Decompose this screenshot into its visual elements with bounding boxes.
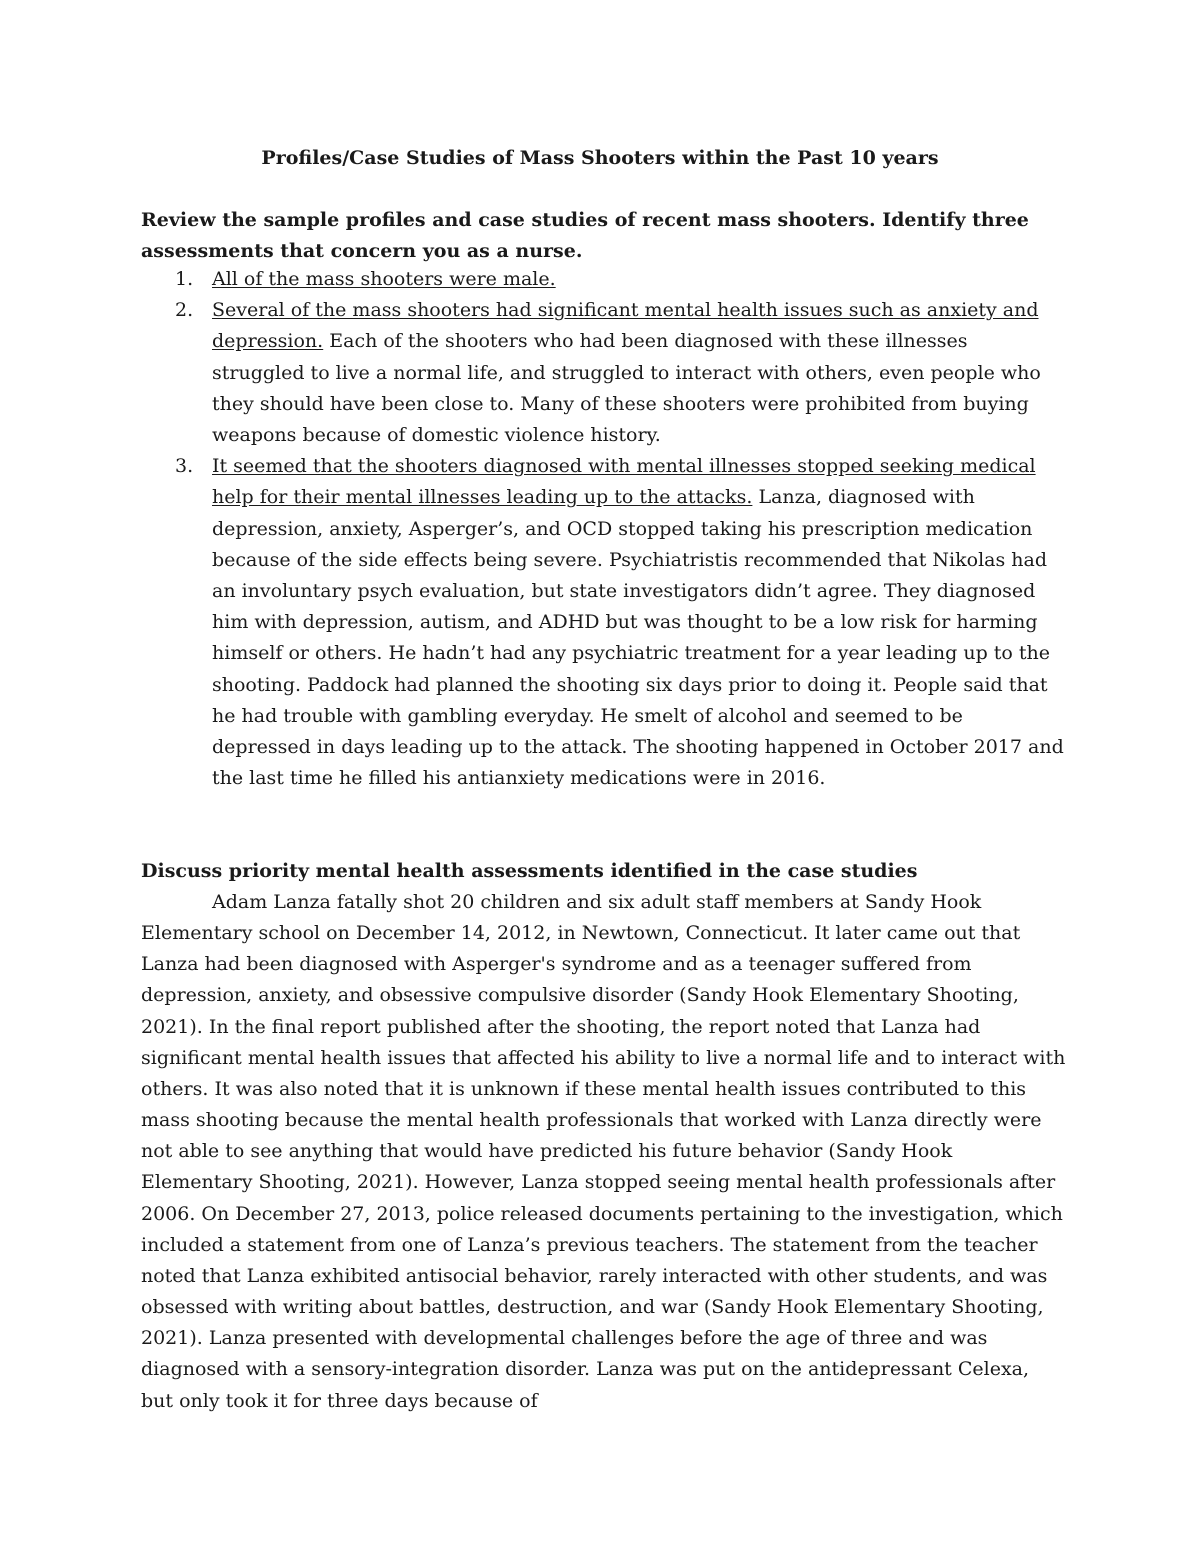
assessment-underlined-text: It seemed that the shooters diagnosed with mental illnesses stopped seeking medical help for their mental illnesses leading up to the attacks. bbox=[212, 455, 1036, 509]
section-body-paragraph: Adam Lanza fatally shot 20 children and six adult staff members at Sandy Hook Elementary school on December 14, 2012, in Newtown, Connecticut. It later came out that Lanza had been diagnosed with Asperger's syndrome and as a teenager suffered from depression, anxiety, and obsessive compulsive disorder (Sandy Hook Elementary Shooting, 2021). In the final report published after the shooting, the report noted that Lanza had significant mental health issues that affected his ability to live a normal life and to interact with others. It was also noted that it is unknown if these mental health issues contributed to this mass shooting because the mental health professionals that worked with Lanza directly were not able to see anything that would have predicted his future behavior (Sandy Hook Elementary Shooting, 2021). However, Lanza stopped seeing mental health professionals after 2006. On December 27, 2013, police released documents pertaining to the investigation, which included a statement from one of Lanza’s previous teachers. The statement from the teacher noted that Lanza exhibited antisocial behavior, rarely interacted with other students, and was obsessed with writing about battles, destruction, and war (Sandy Hook Elementary Shooting, 2021). Lanza presented with developmental challenges before the age of three and was diagnosed with a sensory-integration disorder. Lanza was put on the antidepressant Celexa, but only took it for three days because of bbox=[141, 891, 1066, 1412]
section-heading: Discuss priority mental health assessments identified in the case studies bbox=[141, 860, 918, 882]
assignment-prompt: Review the sample profiles and case studies of recent mass shooters. Identify three assessments that concern you as a nurse. bbox=[141, 209, 1029, 262]
list-number: 1. bbox=[175, 268, 194, 290]
list-item bbox=[141, 451, 1066, 794]
assessment-underlined-text: All of the mass shooters were male. bbox=[212, 268, 556, 290]
list-number: 3. bbox=[175, 455, 194, 478]
document-title: Profiles/Case Studies of Mass Shooters within the Past 10 years bbox=[261, 147, 939, 169]
list-number: 2. bbox=[175, 299, 194, 322]
list-item bbox=[141, 295, 1066, 451]
assessment-list bbox=[141, 264, 1066, 794]
assessment-text: Lanza, diagnosed with depression, anxiety, Asperger’s, and OCD stopped taking his prescription medication because of the side effects being severe. Psychiatristis recommended that Nikolas had an involuntary psych evaluation, but state investigators didn’t agree. They diagnosed him with depression, autism, and ADHD but was thought to be a low risk for harming himself or others. He hadn’t had any psychiatric treatment for a year leading up to the shooting. Paddock had planned the shooting six days prior to doing it. People said that he had trouble with gambling everyday. He smelt of alcohol and seemed to be depressed in days leading up to the attack. The shooting happened in October 2017 and the last time he filled his antianxiety medications were in 2016. bbox=[212, 486, 1064, 790]
assessment-text: Each of the shooters who had been diagnosed with these illnesses struggled to live a normal life, and struggled to interact with others, even people who they should have been close to. Many of these shooters were prohibited from buying weapons because of domestic violence history. bbox=[212, 330, 1041, 447]
assessment-underlined-text: Several of the mass shooters had significant mental health issues such as anxiety and depression. bbox=[212, 299, 1039, 353]
list-item bbox=[141, 264, 1066, 295]
